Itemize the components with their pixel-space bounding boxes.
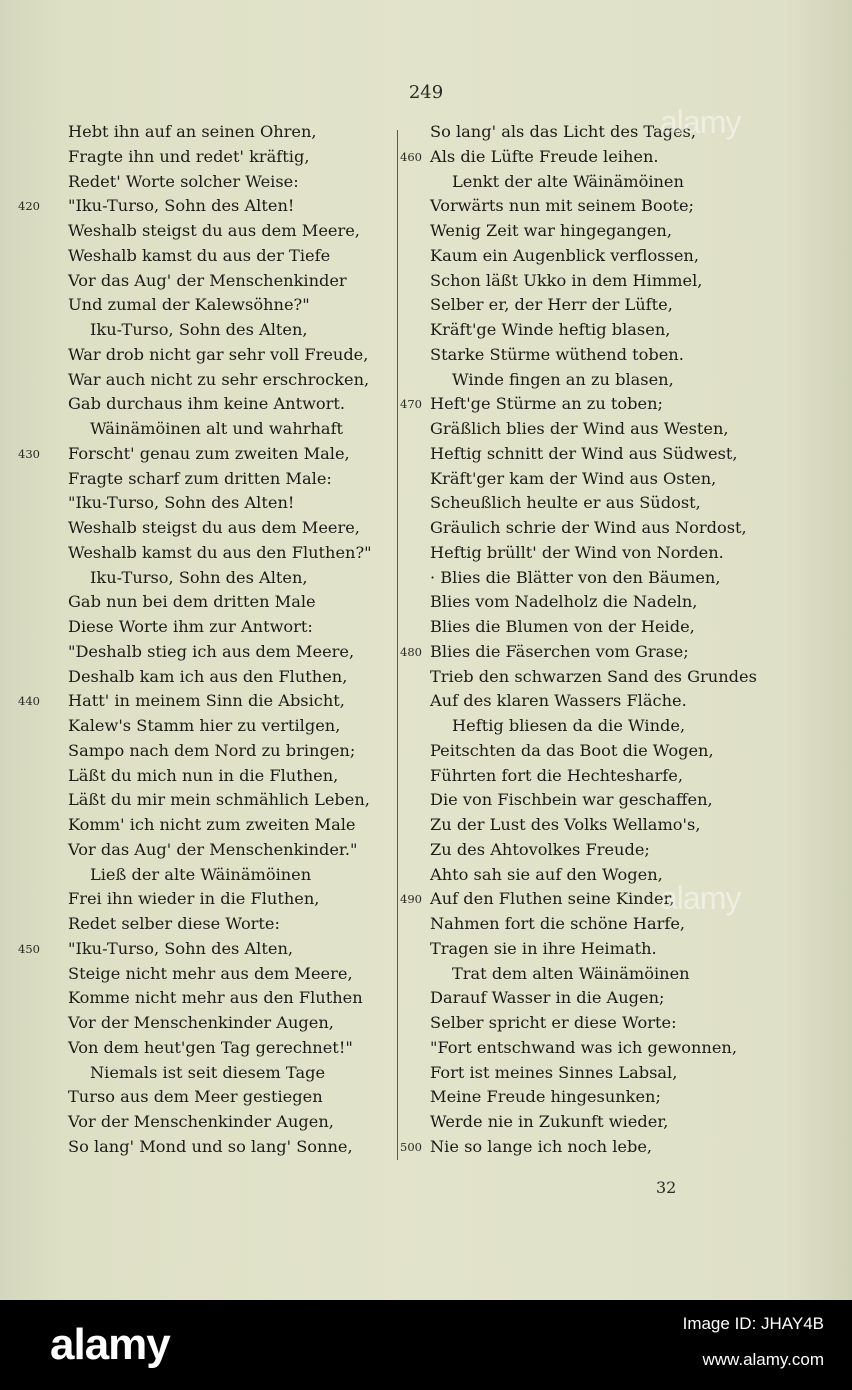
verse-line [398,566,818,591]
verse-line [18,343,388,368]
verse-text: Tragen sie in ihre Heimath. [430,938,657,958]
verse-line [398,665,818,690]
verse-text: Als die Lüfte Freude leihen. [430,146,659,166]
verse-text: Heftig schnitt der Wind aus Südwest, [430,443,738,463]
verse-text: Auf den Fluthen seine Kinder, [430,889,675,909]
stock-footer-bar [0,1300,852,1390]
verse-line [398,1110,818,1135]
verse-text: Kräft'ger kam der Wind aus Osten, [430,468,717,488]
verse-text: "Deshalb stieg ich aus dem Meere, [68,641,355,661]
verse-line [18,516,388,541]
line-number: 440 [18,694,40,709]
verse-line [18,714,388,739]
verse-text: Fragte ihn und redet' kräftig, [68,146,310,166]
verse-text: Die von Fischbein war geschaffen, [430,790,713,810]
verse-line [398,467,818,492]
verse-line [398,442,818,467]
verse-line [18,1011,388,1036]
verse-line [398,764,818,789]
verse-text: Blies die Fäserchen vom Grase; [430,641,689,661]
verse-text: Gräßlich blies der Wind aus Westen, [430,419,729,438]
verse-line [18,145,388,170]
verse-line [398,689,818,714]
verse-text: Zu des Ahtovolkes Freude; [430,839,650,859]
verse-text: Redet' Worte solcher Weise: [68,171,299,191]
verse-line [398,219,818,244]
verse-line [18,1110,388,1135]
verse-text: Vor das Aug' der Menschenkinder." [68,839,358,859]
watermark-top: alamy [660,104,741,140]
verse-text: War auch nicht zu sehr erschrocken, [68,369,370,389]
verse-text: Starke Stürme wüthend toben. [430,344,684,364]
verse-line [18,665,388,690]
verse-line [398,269,818,294]
verse-line [398,293,818,318]
verse-text: Turso aus dem Meer gestiegen [68,1087,323,1107]
verse-text: Gab durchaus ihm keine Antwort. [68,394,346,414]
verse-text: Heft'ge Stürme an zu toben; [430,394,663,414]
verse-line [398,392,818,417]
verse-text: Trat dem alten Wäinämöinen [452,963,690,983]
verse-text: Vor der Menschenkinder Augen, [68,1013,334,1032]
watermark-middle: alamy [660,880,741,916]
verse-text: Redet selber diese Worte: [68,914,280,933]
verse-line [18,764,388,789]
verse-line [18,392,388,417]
verse-text: Kräft'ge Winde heftig blasen, [430,320,671,339]
verse-line [398,368,818,393]
image-id-label: Image ID: JHAY4B [682,1314,824,1333]
verse-text: Läßt du mir mein schmählich Leben, [68,790,370,810]
verse-line [18,640,388,665]
verse-line [398,120,818,145]
line-number: 500 [400,1139,422,1154]
verse-line [18,219,388,244]
signature-mark: 32 [656,1178,677,1197]
verse-line [18,986,388,1011]
verse-line [18,120,388,145]
line-number: 480 [400,644,422,659]
verse-text: Führten fort die Hechtesharfe, [430,765,683,785]
verse-line [18,739,388,764]
verse-text: Lenkt der alte Wäinämöinen [452,171,684,191]
verse-line [18,170,388,195]
line-number: 460 [400,149,422,164]
verse-line [18,689,388,714]
verse-text: Wäinämöinen alt und wahrhaft [90,419,344,438]
verse-text: Werde nie in Zukunft wieder, [430,1112,669,1131]
verse-text: So lang' als das Licht des Tages, [430,122,696,141]
verse-line [18,442,388,467]
verse-line [18,788,388,813]
verse-text: Selber er, der Herr der Lüfte, [430,295,673,315]
verse-text: Winde fingen an zu blasen, [452,369,674,389]
verse-text: Blies vom Nadelholz die Nadeln, [430,592,698,612]
verse-text: Gräulich schrie der Wind aus Nordost, [430,518,747,537]
verse-line [398,1135,818,1160]
verse-text: Niemals ist seit diesem Tage [90,1062,326,1082]
verse-line [398,739,818,764]
verse-text: Läßt du mich nun in die Fluthen, [68,765,339,785]
verse-text: · Blies die Blätter von den Bäumen, [430,567,721,587]
verse-text: Deshalb kam ich aus den Fluthen, [68,666,348,686]
verse-text: Wenig Zeit war hingegangen, [430,221,672,240]
verse-text: Vor der Menschenkinder Augen, [68,1112,334,1131]
verse-line [18,962,388,987]
verse-line [398,244,818,269]
verse-line [18,912,388,937]
verse-text: Hatt' in meinem Sinn die Absicht, [68,691,345,711]
verse-text: Steige nicht mehr aus dem Meere, [68,963,353,983]
verse-line [398,788,818,813]
alamy-logo: alamy [50,1320,170,1369]
verse-line [398,145,818,170]
verse-line [398,516,818,541]
verse-text: Von dem heut'gen Tag gerechnet!" [68,1037,353,1057]
verse-text: Fragte scharf zum dritten Male: [68,468,332,488]
verse-text: Peitschten da das Boot die Wogen, [430,740,714,760]
verse-text: Ließ der alte Wäinämöinen [90,864,312,884]
verse-text: Blies die Blumen von der Heide, [430,617,695,636]
verse-text: Scheußlich heulte er aus Südost, [430,493,701,513]
verse-text: Heftig bliesen da die Winde, [452,716,686,735]
verse-line [18,615,388,640]
verse-text: Weshalb steigst du aus dem Meere, [68,221,360,240]
verse-text: Meine Freude hingesunken; [430,1087,661,1107]
verse-line [398,887,818,912]
verse-text: Komm' ich nicht zum zweiten Male [68,815,356,834]
verse-line [398,318,818,343]
verse-line [18,293,388,318]
verse-text: Gab nun bei dem dritten Male [68,592,316,612]
verse-line [18,269,388,294]
verse-line [398,1011,818,1036]
verse-line [18,887,388,912]
verse-text: Hebt ihn auf an seinen Ohren, [68,122,317,141]
verse-line [398,838,818,863]
verse-text: Forscht' genau zum zweiten Male, [68,443,350,463]
verse-line [18,937,388,962]
verse-line [18,417,388,442]
verse-line [18,194,388,219]
verse-text: Und zumal der Kalewsöhne?" [68,295,310,315]
verse-text: Kaum ein Augenblick verflossen, [430,245,699,265]
line-number: 420 [18,199,40,214]
verse-line [398,813,818,838]
verse-line [18,590,388,615]
right-column [398,120,818,1160]
verse-text: Sampo nach dem Nord zu bringen; [68,740,356,760]
page-number: 249 [408,82,444,103]
verse-line [398,714,818,739]
verse-line [18,1085,388,1110]
line-number: 430 [18,446,40,461]
line-number: 450 [18,941,40,956]
verse-text: Darauf Wasser in die Augen; [430,988,665,1008]
verse-text: Ahto sah sie auf den Wogen, [430,864,663,884]
verse-text: Selber spricht er diese Worte: [430,1013,677,1032]
left-column [18,120,388,1160]
verse-line [18,863,388,888]
verse-text: Fort ist meines Sinnes Labsal, [430,1062,678,1082]
verse-text: Iku-Turso, Sohn des Alten, [90,567,308,587]
verse-line [398,170,818,195]
verse-line [398,1061,818,1086]
verse-line [398,343,818,368]
verse-line [398,1036,818,1061]
verse-text: "Iku-Turso, Sohn des Alten! [68,493,295,513]
verse-text: Komme nicht mehr aus den Fluthen [68,988,363,1008]
verse-line [18,566,388,591]
verse-text: Kalew's Stamm hier zu vertilgen, [68,716,341,735]
verse-line [18,1061,388,1086]
verse-text: Diese Worte ihm zur Antwort: [68,617,313,636]
verse-line [398,194,818,219]
verse-text: Zu der Lust des Volks Wellamo's, [430,815,701,834]
verse-line [398,962,818,987]
verse-text: So lang' Mond und so lang' Sonne, [68,1136,353,1156]
verse-line [398,937,818,962]
verse-line [398,590,818,615]
verse-line [18,541,388,566]
verse-text: "Iku-Turso, Sohn des Alten, [68,938,294,958]
site-url: www.alamy.com [702,1350,824,1369]
verse-text: War drob nicht gar sehr voll Freude, [68,344,369,364]
verse-line [18,838,388,863]
verse-line [398,640,818,665]
verse-text: Weshalb steigst du aus dem Meere, [68,518,360,537]
verse-line [18,1135,388,1160]
verse-text: Iku-Turso, Sohn des Alten, [90,320,308,339]
line-number: 490 [400,892,422,907]
verse-line [18,244,388,269]
verse-text: Heftig brüllt' der Wind von Norden. [430,542,724,562]
verse-text: "Fort entschwand was ich gewonnen, [430,1037,737,1057]
verse-line [398,1085,818,1110]
verse-line [398,417,818,442]
verse-line [398,491,818,516]
verse-text: Schon läßt Ukko in dem Himmel, [430,270,703,290]
verse-line [398,541,818,566]
verse-line [398,986,818,1011]
verse-line [18,491,388,516]
verse-line [398,615,818,640]
verse-line [18,318,388,343]
verse-text: Trieb den schwarzen Sand des Grundes [430,666,757,686]
verse-text: Auf des klaren Wassers Fläche. [430,691,687,711]
verse-line [18,368,388,393]
verse-line [18,1036,388,1061]
verse-text: Nie so lange ich noch lebe, [430,1136,653,1156]
verse-text: Frei ihn wieder in die Fluthen, [68,889,320,909]
verse-text: Weshalb kamst du aus der Tiefe [68,245,331,265]
verse-text: "Iku-Turso, Sohn des Alten! [68,196,295,216]
verse-text: Weshalb kamst du aus den Fluthen?" [68,542,372,562]
verse-line [398,863,818,888]
verse-text: Vorwärts nun mit seinem Boote; [430,196,694,216]
verse-line [18,813,388,838]
verse-line [398,912,818,937]
verse-line [18,467,388,492]
verse-text: Nahmen fort die schöne Harfe, [430,914,686,933]
verse-text: Vor das Aug' der Menschenkinder [68,270,347,290]
line-number: 470 [400,397,422,412]
